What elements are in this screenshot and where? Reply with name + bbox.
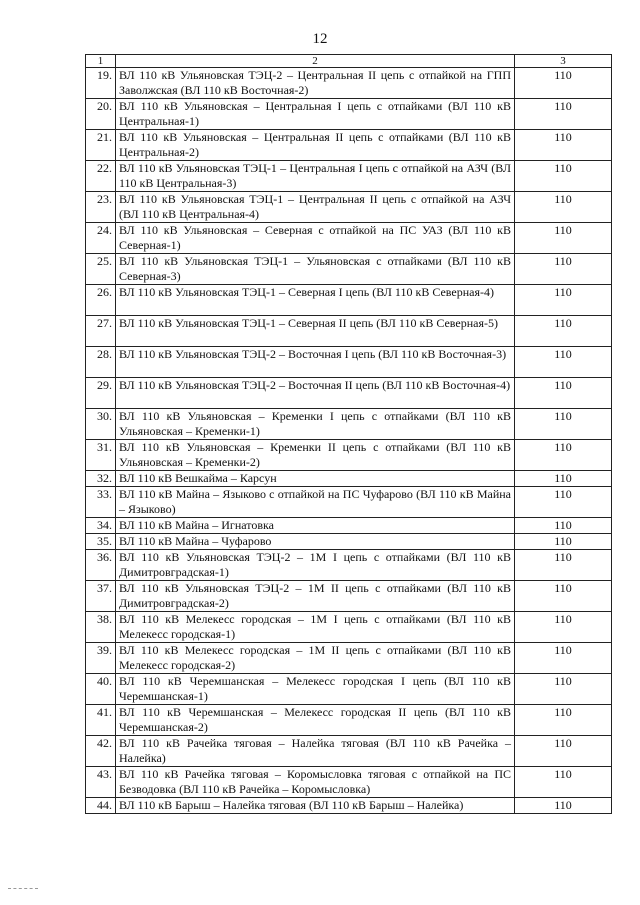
line-description: ВЛ 110 кВ Ульяновская – Кременки I цепь с отпайками (ВЛ 110 кВ Ульяновская – Кременки-1) bbox=[116, 409, 515, 440]
row-number: 32. bbox=[86, 471, 116, 487]
line-description: ВЛ 110 кВ Ульяновская ТЭЦ-2 – 1М II цепь с отпайками (ВЛ 110 кВ Димитровградская-2) bbox=[116, 581, 515, 612]
line-description: ВЛ 110 кВ Мелекесс городская – 1М I цепь с отпайками (ВЛ 110 кВ Мелекесс городская-1) bbox=[116, 612, 515, 643]
page-number: 12 bbox=[312, 31, 328, 47]
line-description: ВЛ 110 кВ Ульяновская – Кременки II цепь с отпайками (ВЛ 110 кВ Ульяновская – Кременки-2) bbox=[116, 440, 515, 471]
row-number: 24. bbox=[86, 223, 116, 254]
table-row bbox=[86, 612, 612, 643]
voltage-value: 110 bbox=[515, 798, 612, 814]
column-header-voltage: 3 bbox=[515, 55, 612, 68]
voltage-value: 110 bbox=[515, 643, 612, 674]
table-row bbox=[86, 674, 612, 705]
line-description: ВЛ 110 кВ Ульяновская ТЭЦ-1 – Ульяновская с отпайками (ВЛ 110 кВ Северная-3) bbox=[116, 254, 515, 285]
table-row bbox=[86, 316, 612, 347]
row-number: 29. bbox=[86, 378, 116, 409]
row-number: 30. bbox=[86, 409, 116, 440]
voltage-value: 110 bbox=[515, 518, 612, 534]
row-number: 27. bbox=[86, 316, 116, 347]
line-description: ВЛ 110 кВ Барыш – Налейка тяговая (ВЛ 110 кВ Барыш – Налейка) bbox=[116, 798, 515, 814]
voltage-value: 110 bbox=[515, 378, 612, 409]
line-description: ВЛ 110 кВ Черемшанская – Мелекесс городская I цепь (ВЛ 110 кВ Черемшанская-1) bbox=[116, 674, 515, 705]
voltage-value: 110 bbox=[515, 285, 612, 316]
voltage-value: 110 bbox=[515, 316, 612, 347]
row-number: 22. bbox=[86, 161, 116, 192]
line-description: ВЛ 110 кВ Майна – Языково с отпайкой на ПС Чуфарово (ВЛ 110 кВ Майна – Языково) bbox=[116, 487, 515, 518]
table-row bbox=[86, 550, 612, 581]
row-number: 36. bbox=[86, 550, 116, 581]
table-row bbox=[86, 736, 612, 767]
voltage-value: 110 bbox=[515, 254, 612, 285]
voltage-value: 110 bbox=[515, 534, 612, 550]
table-row bbox=[86, 487, 612, 518]
line-description: ВЛ 110 кВ Ульяновская ТЭЦ-1 – Северная I цепь (ВЛ 110 кВ Северная-4) bbox=[116, 285, 515, 316]
table-row bbox=[86, 643, 612, 674]
row-number: 37. bbox=[86, 581, 116, 612]
table-row bbox=[86, 534, 612, 550]
voltage-value: 110 bbox=[515, 581, 612, 612]
row-number: 20. bbox=[86, 99, 116, 130]
voltage-value: 110 bbox=[515, 487, 612, 518]
line-description: ВЛ 110 кВ Ульяновская ТЭЦ-1 – Северная II цепь (ВЛ 110 кВ Северная-5) bbox=[116, 316, 515, 347]
line-description: ВЛ 110 кВ Мелекесс городская – 1М II цепь с отпайками (ВЛ 110 кВ Мелекесс городская-2) bbox=[116, 643, 515, 674]
row-number: 44. bbox=[86, 798, 116, 814]
line-description: ВЛ 110 кВ Ульяновская ТЭЦ-1 – Центральная I цепь с отпайкой на АЗЧ (ВЛ 110 кВ Центральная-3) bbox=[116, 161, 515, 192]
row-number: 35. bbox=[86, 534, 116, 550]
table-header-row bbox=[86, 55, 612, 68]
row-number: 42. bbox=[86, 736, 116, 767]
row-number: 33. bbox=[86, 487, 116, 518]
table-row bbox=[86, 68, 612, 99]
row-number: 38. bbox=[86, 612, 116, 643]
row-number: 39. bbox=[86, 643, 116, 674]
table-row bbox=[86, 99, 612, 130]
column-header-description: 2 bbox=[116, 55, 515, 68]
row-number: 23. bbox=[86, 192, 116, 223]
table-row bbox=[86, 254, 612, 285]
table-row bbox=[86, 285, 612, 316]
voltage-value: 110 bbox=[515, 347, 612, 378]
row-number: 43. bbox=[86, 767, 116, 798]
row-number: 28. bbox=[86, 347, 116, 378]
table-row bbox=[86, 767, 612, 798]
table-row bbox=[86, 223, 612, 254]
row-number: 26. bbox=[86, 285, 116, 316]
voltage-value: 110 bbox=[515, 550, 612, 581]
line-description: ВЛ 110 кВ Ульяновская ТЭЦ-2 – 1М I цепь с отпайками (ВЛ 110 кВ Димитровградская-1) bbox=[116, 550, 515, 581]
row-number: 31. bbox=[86, 440, 116, 471]
table-row bbox=[86, 130, 612, 161]
voltage-value: 110 bbox=[515, 192, 612, 223]
line-description: ВЛ 110 кВ Вешкайма – Карсун bbox=[116, 471, 515, 487]
table-row bbox=[86, 161, 612, 192]
scan-mark bbox=[8, 888, 38, 889]
line-description: ВЛ 110 кВ Черемшанская – Мелекесс городская II цепь (ВЛ 110 кВ Черемшанская-2) bbox=[116, 705, 515, 736]
table-row bbox=[86, 347, 612, 378]
voltage-value: 110 bbox=[515, 130, 612, 161]
line-description: ВЛ 110 кВ Ульяновская ТЭЦ-2 – Восточная II цепь (ВЛ 110 кВ Восточная-4) bbox=[116, 378, 515, 409]
voltage-value: 110 bbox=[515, 99, 612, 130]
line-description: ВЛ 110 кВ Майна – Игнатовка bbox=[116, 518, 515, 534]
voltage-value: 110 bbox=[515, 767, 612, 798]
line-description: ВЛ 110 кВ Ульяновская – Северная с отпайкой на ПС УАЗ (ВЛ 110 кВ Северная-1) bbox=[116, 223, 515, 254]
row-number: 41. bbox=[86, 705, 116, 736]
line-description: ВЛ 110 кВ Рачейка тяговая – Коромысловка тяговая с отпайкой на ПС Безводовка (ВЛ 110 кВ Рачейка – Коромысловка) bbox=[116, 767, 515, 798]
table-row bbox=[86, 471, 612, 487]
table-row bbox=[86, 409, 612, 440]
line-description: ВЛ 110 кВ Майна – Чуфарово bbox=[116, 534, 515, 550]
table-row bbox=[86, 378, 612, 409]
line-description: ВЛ 110 кВ Ульяновская ТЭЦ-1 – Центральная II цепь с отпайкой на АЗЧ (ВЛ 110 кВ Центральная-4) bbox=[116, 192, 515, 223]
voltage-value: 110 bbox=[515, 736, 612, 767]
line-description: ВЛ 110 кВ Ульяновская ТЭЦ-2 – Восточная I цепь (ВЛ 110 кВ Восточная-3) bbox=[116, 347, 515, 378]
table-row bbox=[86, 798, 612, 814]
table-row bbox=[86, 581, 612, 612]
line-description: ВЛ 110 кВ Ульяновская – Центральная I цепь с отпайками (ВЛ 110 кВ Центральная-1) bbox=[116, 99, 515, 130]
voltage-value: 110 bbox=[515, 223, 612, 254]
table-row bbox=[86, 440, 612, 471]
row-number: 25. bbox=[86, 254, 116, 285]
line-description: ВЛ 110 кВ Ульяновская – Центральная II цепь с отпайками (ВЛ 110 кВ Центральная-2) bbox=[116, 130, 515, 161]
column-header-number: 1 bbox=[86, 55, 116, 68]
voltage-value: 110 bbox=[515, 409, 612, 440]
table-row bbox=[86, 518, 612, 534]
lines-table bbox=[85, 54, 612, 814]
row-number: 34. bbox=[86, 518, 116, 534]
voltage-value: 110 bbox=[515, 612, 612, 643]
voltage-value: 110 bbox=[515, 471, 612, 487]
table-row bbox=[86, 192, 612, 223]
voltage-value: 110 bbox=[515, 674, 612, 705]
row-number: 21. bbox=[86, 130, 116, 161]
line-description: ВЛ 110 кВ Ульяновская ТЭЦ-2 – Центральная II цепь с отпайкой на ГПП Заволжская (ВЛ 110 кВ Восточная-2) bbox=[116, 68, 515, 99]
row-number: 40. bbox=[86, 674, 116, 705]
voltage-value: 110 bbox=[515, 68, 612, 99]
voltage-value: 110 bbox=[515, 161, 612, 192]
table-row bbox=[86, 705, 612, 736]
voltage-value: 110 bbox=[515, 705, 612, 736]
line-description: ВЛ 110 кВ Рачейка тяговая – Налейка тяговая (ВЛ 110 кВ Рачейка – Налейка) bbox=[116, 736, 515, 767]
voltage-value: 110 bbox=[515, 440, 612, 471]
row-number: 19. bbox=[86, 68, 116, 99]
